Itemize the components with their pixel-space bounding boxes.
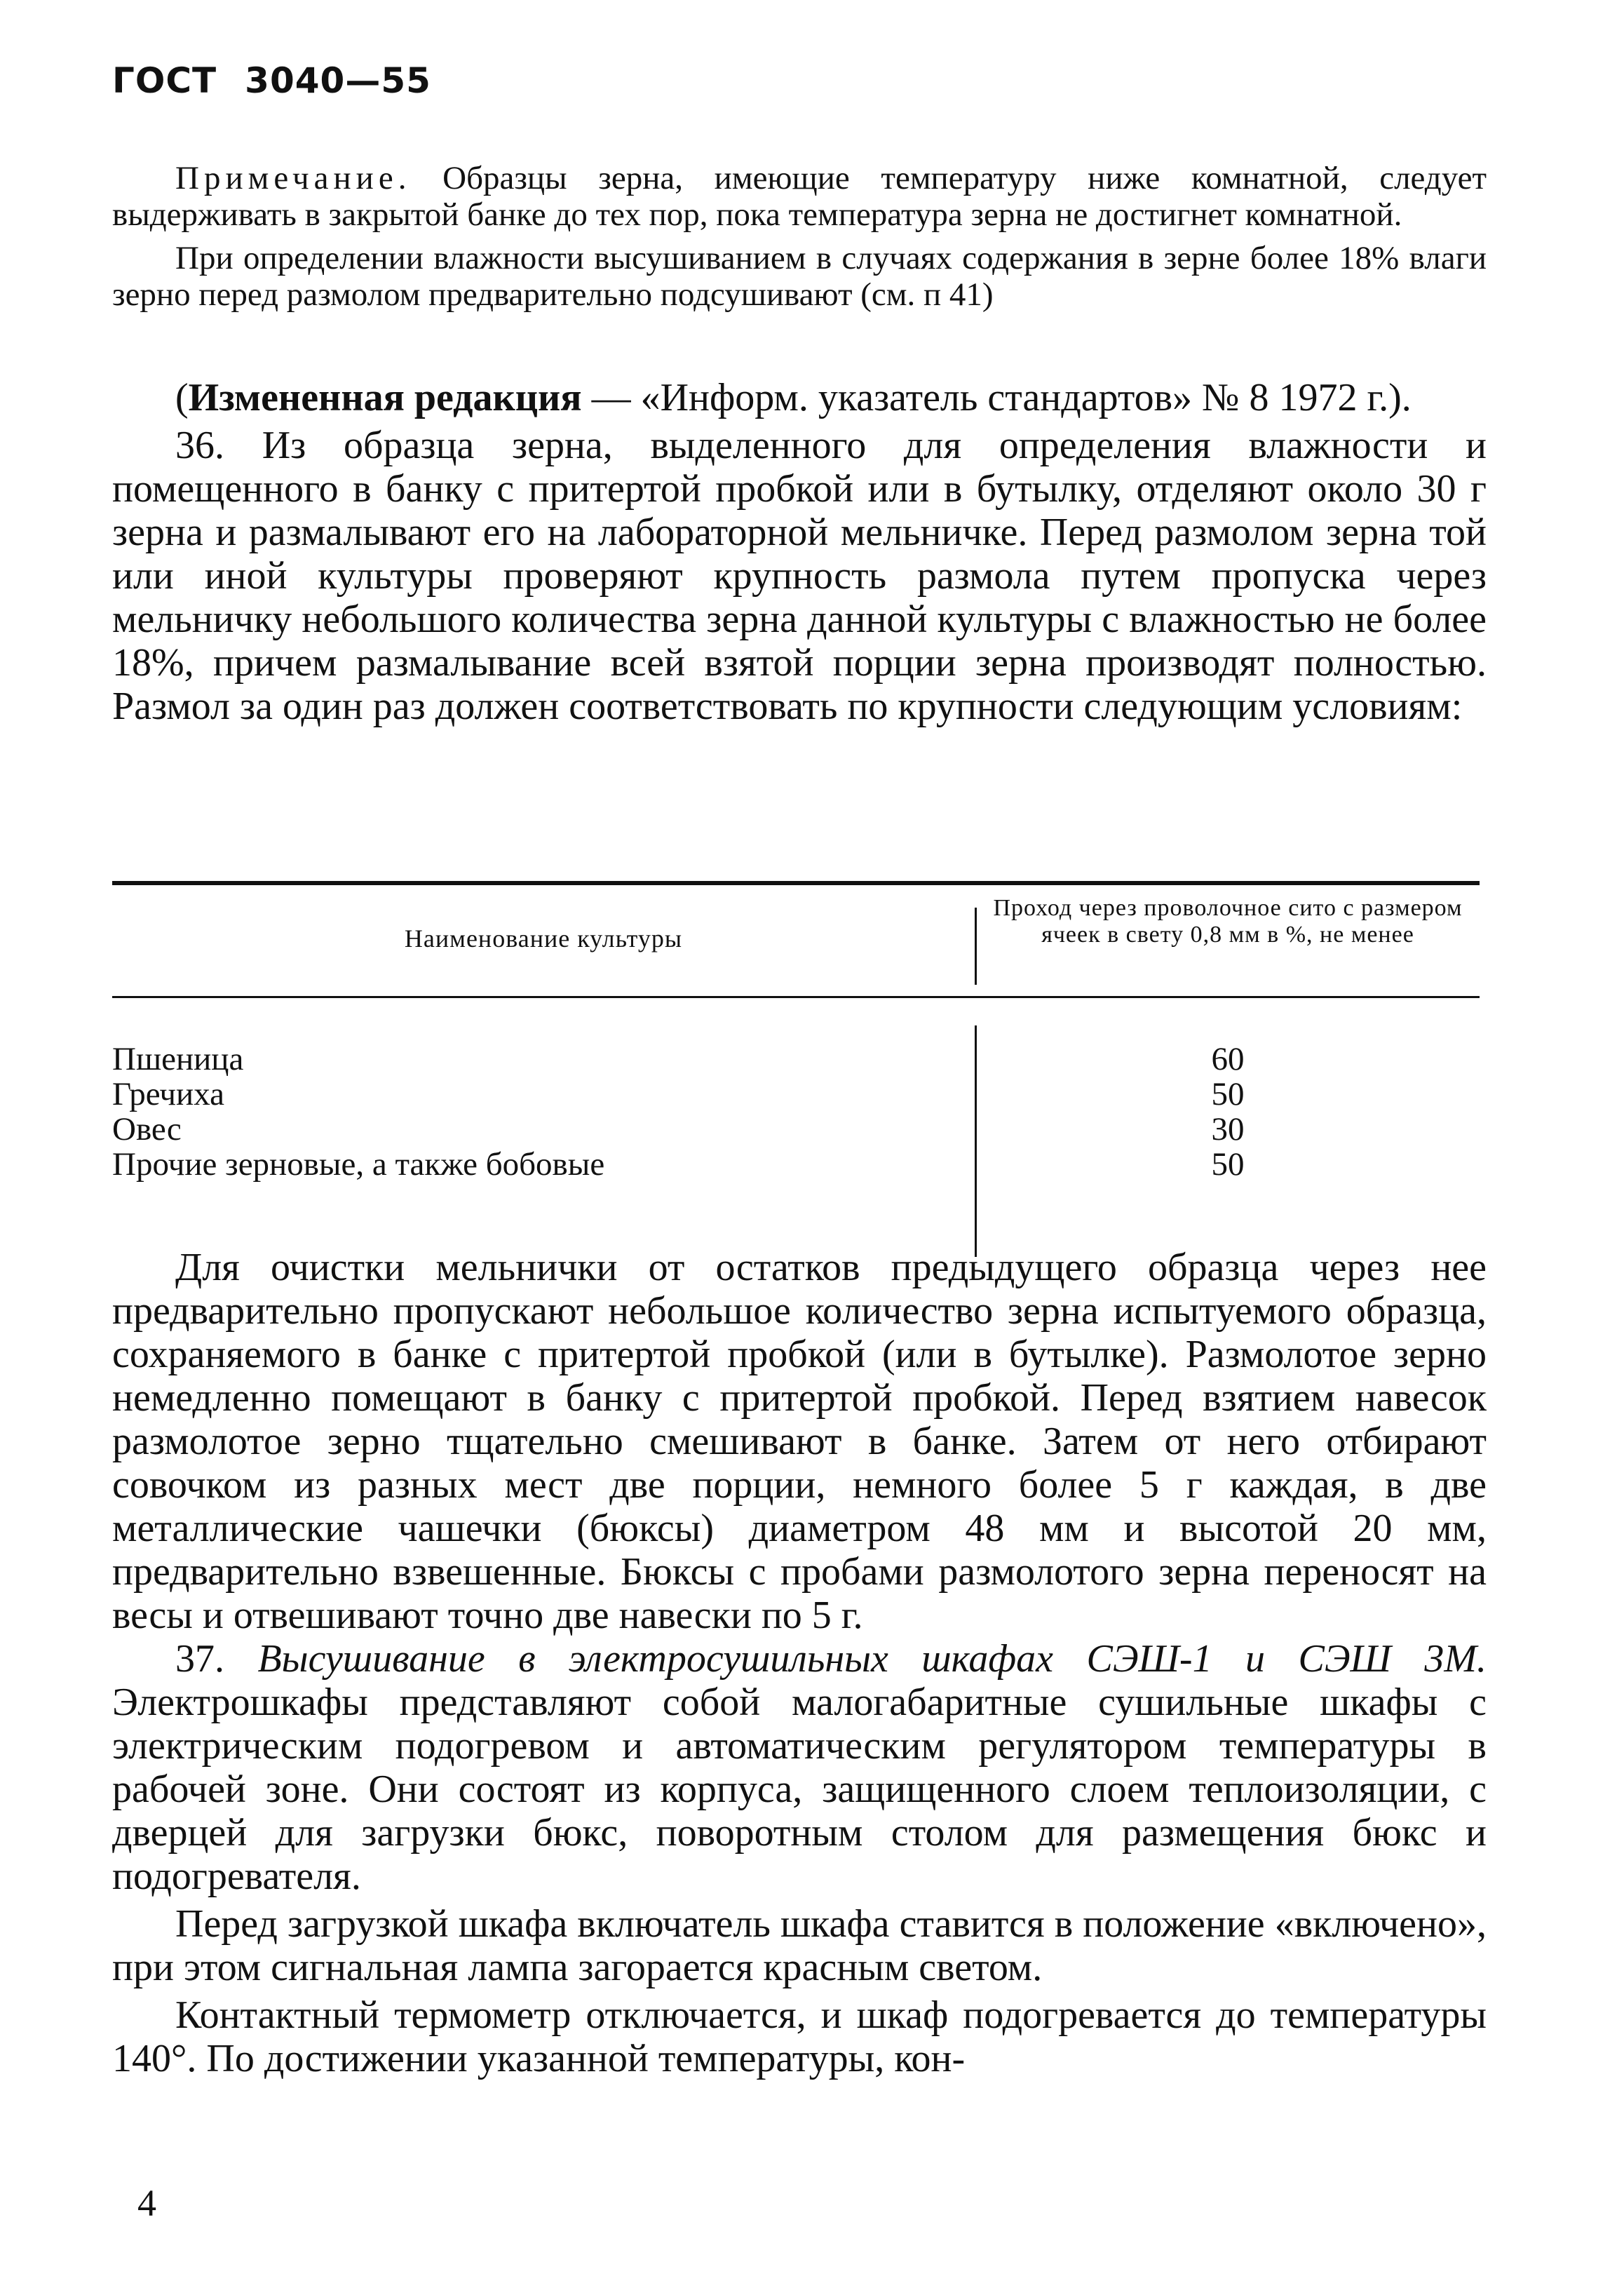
passage-value: 60 (1211, 1041, 1245, 1077)
paragraph-37-heading: Высушивание в электросушильных шкафах СЭШ-1 и СЭШ 3М. (257, 1637, 1487, 1681)
note-block (112, 160, 1487, 313)
standard-number: 3040—55 (245, 60, 431, 101)
paragraph-36: 36. Из образца зерна, выделенного для определения влажности и помещенного в банку с притертой пробкой или в бутылку, отделяют около 30 г зерна и размалывают его на лабораторной мельничке. Перед размолом зерна той или иной культуры проверяют крупность размола путем пропуска через мельничку небольшого количества зерна данной культуры с влажностью не более 18%, причем размалывание всей взятой порции зерна производят полностью. Размол за один раз должен соответствовать по крупности следующим условиям: (112, 424, 1487, 728)
amendment-open: ( (175, 376, 189, 419)
paragraph-37-number: 37. (175, 1637, 224, 1681)
table-header-divider (975, 908, 977, 985)
table-header-passage: Проход через проволочное сито с размером ячеек в свету 0,8 мм в %, не менее (993, 895, 1463, 948)
table-header-culture: Наименование культуры (404, 924, 683, 953)
paragraph-loading: Перед загрузкой шкафа включатель шкафа ставится в положение «включено», при этом сигнальная лампа загорается красным светом. (112, 1902, 1487, 1989)
culture-name: Прочие зерновые, а также бобовые (112, 1146, 605, 1183)
table-top-rule (112, 881, 1480, 885)
table-header-rule (112, 996, 1480, 998)
amendment-bold: Измененная редакция (188, 376, 582, 419)
page-number: 4 (137, 2182, 156, 2224)
paragraph-cleaning: Для очистки мельнички от остатков предыдущего образца через нее предварительно пропускают небольшое количество зерна испытуемого образца, сохраняемого в банке с притертой пробкой (или в бутылке). Размолотое зерно немедленно помещают в банку с притертой пробкой. Перед взятием навесок размолотое зерно тщательно смешивают в банке. Затем от него отбирают совочком из разных мест две порции, немного более 5 г каждая, в две металлические чашечки (бюксы) диаметром 48 мм и высотой 20 мм, предварительно взвешенные. Бюксы с пробами размолотого зерна переносят на весы и отвешивают точно две навески по 5 г. (112, 1246, 1487, 1637)
note-paragraph-1 (112, 160, 1487, 233)
note-label: Примечание. (175, 160, 412, 196)
culture-name: Овес (112, 1111, 182, 1148)
culture-name: Пшеница (112, 1041, 244, 1077)
table-row (112, 1112, 1480, 1147)
page-header (112, 60, 431, 101)
note-paragraph-2 (112, 240, 1487, 313)
main-text-lower (112, 1246, 1487, 2080)
amendment-note (112, 376, 1487, 419)
passage-value: 30 (1211, 1111, 1245, 1148)
note-text-2: При определении влажности высушиванием в случаях содержания в зерне более 18% влаги зерно перед размолом предварительно подсушивают (см. п 41) (112, 240, 1487, 313)
table-row (112, 1147, 1480, 1182)
table-row (112, 1077, 1480, 1112)
amendment-rest: — «Информ. указатель стандартов» № 8 1972 г.). (581, 376, 1412, 419)
note-text-1: Образцы зерна, имеющие температуру ниже комнатной, следует выдерживать в закрытой банке до тех пор, пока температура зерна не достигнет комнатной. (112, 160, 1487, 233)
culture-name: Гречиха (112, 1076, 224, 1112)
paragraph-37 (112, 1637, 1487, 1898)
paragraph-37-text: Электрошкафы представляют собой малогабаритные сушильные шкафы с электрическим подогревом и автоматическим регулятором температуры в рабочей зоне. Они состоят из корпуса, защищенного слоем теплоизоляции, с дверцей для загрузки бюкс, поворотным столом для размещения бюкс и подогревателя. (112, 1681, 1487, 1898)
standard-prefix: ГОСТ (112, 60, 217, 101)
paragraph-thermometer: Контактный термометр отключается, и шкаф подогревается до температуры 140°. По достижении указанной температуры, кон- (112, 1993, 1487, 2080)
passage-value: 50 (1211, 1076, 1245, 1112)
table-row (112, 1042, 1480, 1077)
passage-value: 50 (1211, 1146, 1245, 1183)
main-text-upper (112, 376, 1487, 728)
